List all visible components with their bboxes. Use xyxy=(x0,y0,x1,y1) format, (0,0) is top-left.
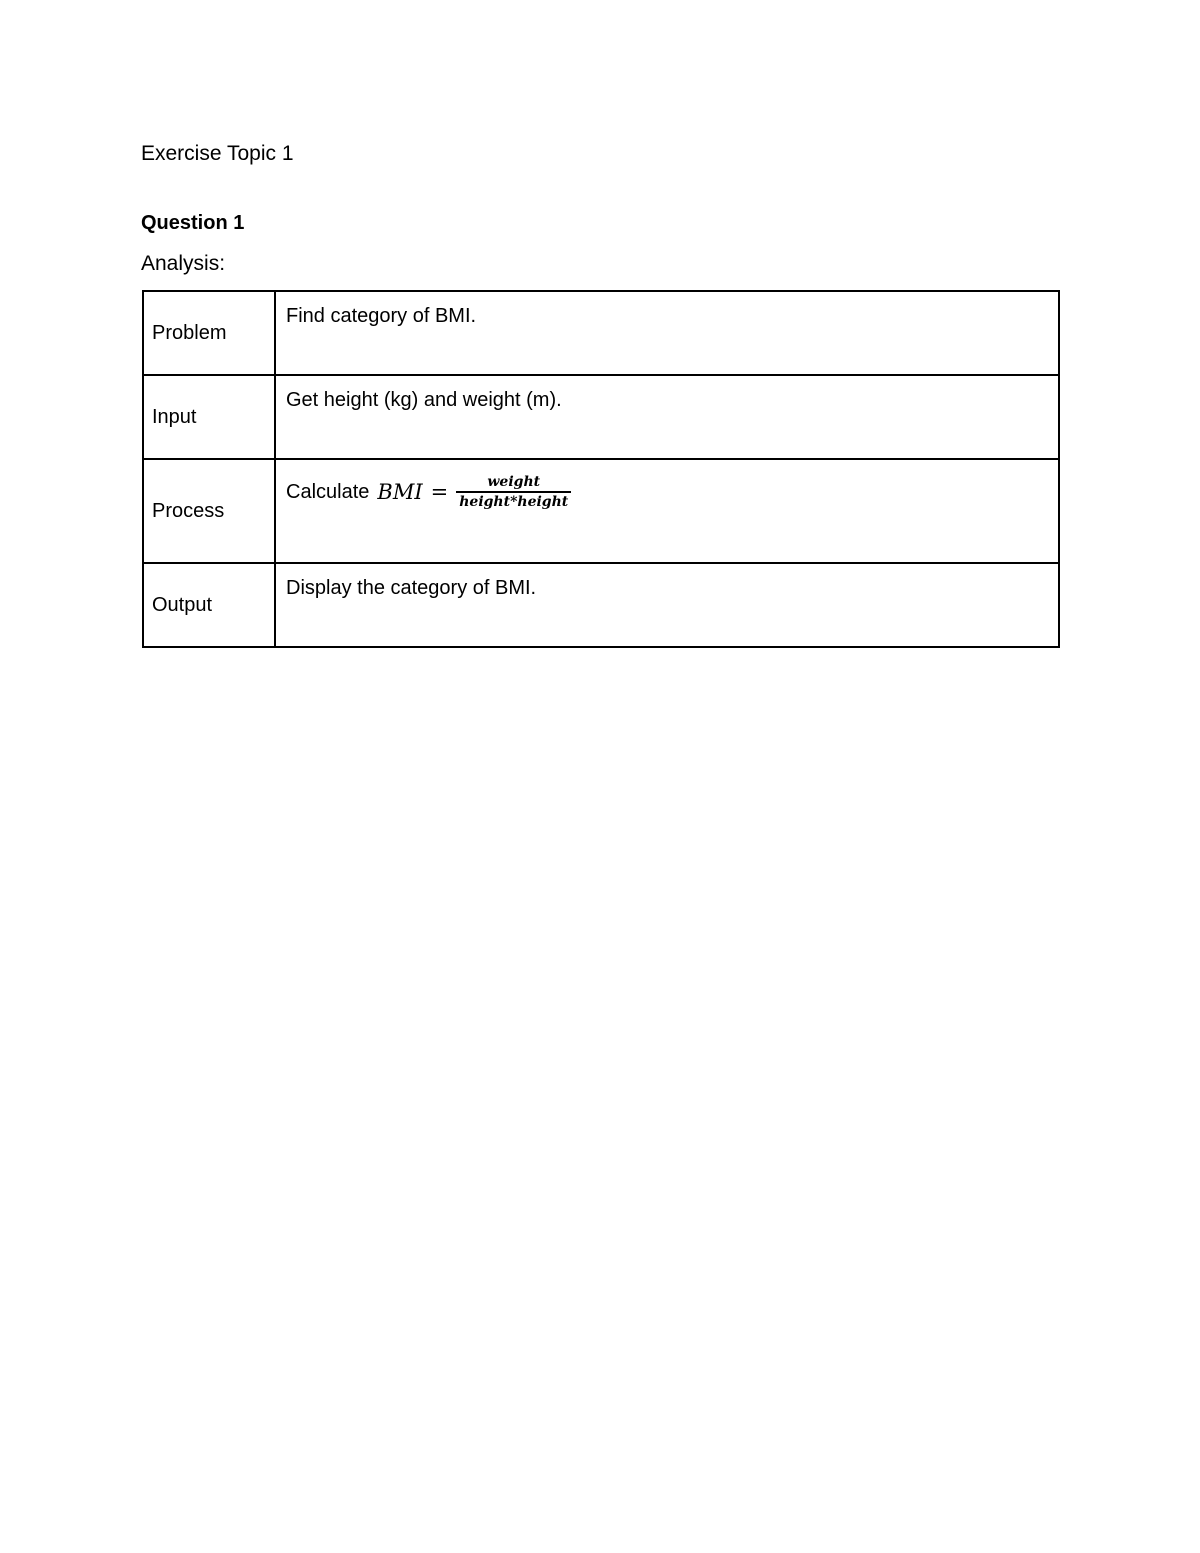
table-row-process xyxy=(143,459,1059,563)
row-value-problem: Find category of BMI. xyxy=(275,291,1059,375)
formula-equals: = xyxy=(430,480,449,504)
formula-fraction xyxy=(456,473,571,511)
row-label-output: Output xyxy=(143,563,275,647)
analysis-table xyxy=(142,290,1060,648)
row-label-process: Process xyxy=(143,459,275,563)
process-text: Calculate xyxy=(286,481,370,503)
row-label-problem: Problem xyxy=(143,291,275,375)
bmi-formula xyxy=(369,473,571,511)
question-heading: Question 1 xyxy=(141,212,245,234)
formula-denominator: height*height xyxy=(459,494,569,510)
table-row-problem xyxy=(143,291,1059,375)
formula-lhs: BMI xyxy=(377,480,423,504)
analysis-label: Analysis: xyxy=(141,252,226,275)
row-value-output: Display the category of BMI. xyxy=(275,563,1059,647)
row-label-input: Input xyxy=(143,375,275,459)
row-value-input: Get height (kg) and weight (m). xyxy=(275,375,1059,459)
row-value-process xyxy=(275,459,1059,563)
table-row-input xyxy=(143,375,1059,459)
document-title: Exercise Topic 1 xyxy=(141,142,294,165)
table-row-output xyxy=(143,563,1059,647)
formula-numerator: weight xyxy=(487,474,541,490)
